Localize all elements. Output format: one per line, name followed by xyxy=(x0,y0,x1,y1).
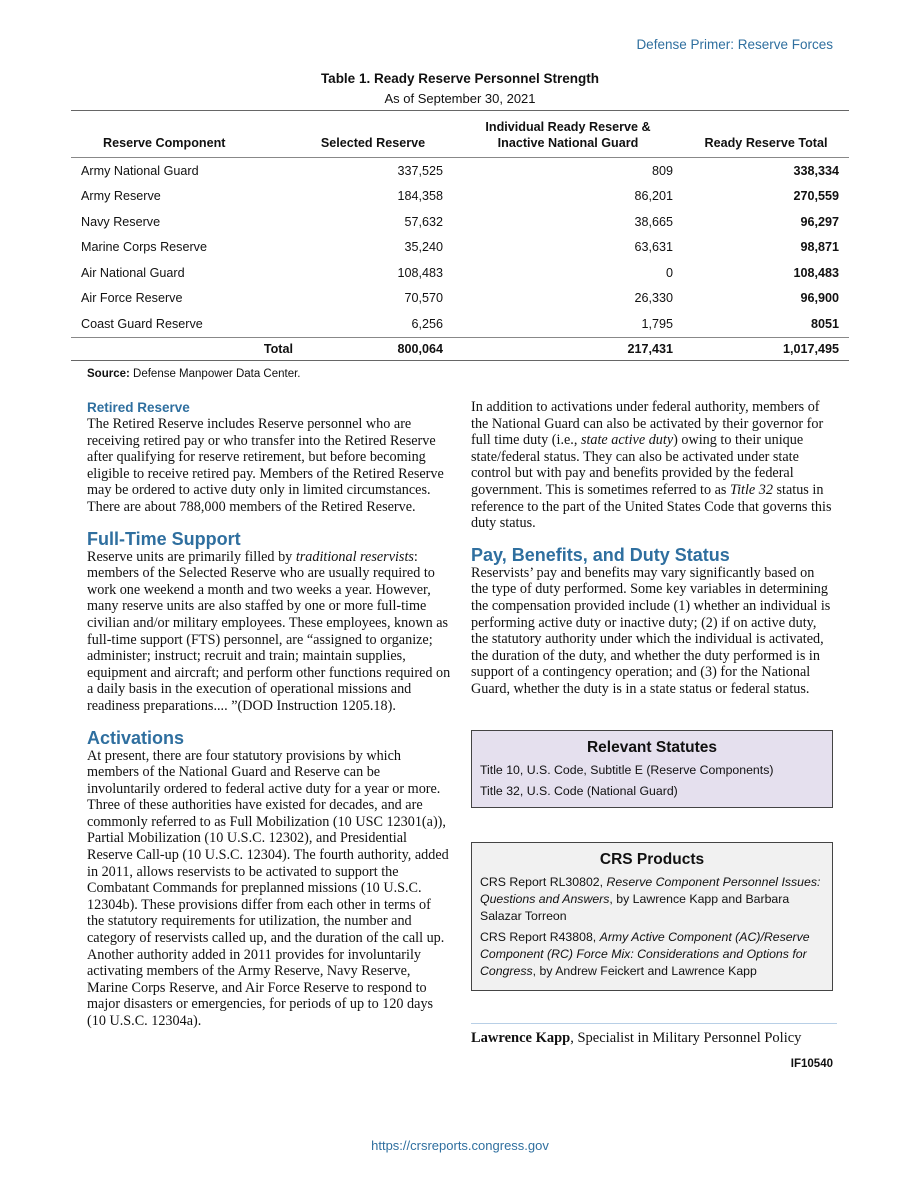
author-name: Lawrence Kapp xyxy=(471,1030,571,1046)
cell-irr: 38,665 xyxy=(634,214,673,229)
table-header-row xyxy=(71,111,849,158)
cell-selected: 6,256 xyxy=(411,316,443,331)
footer-url-link[interactable]: https://crsreports.congress.gov xyxy=(371,1138,549,1153)
table-row xyxy=(71,184,849,210)
emphasis-text: Title 32 xyxy=(730,481,773,498)
text-run: : members of the Selected Reserve who are usually required to work one weekend a month and two weeks a year. However, many reserve units are also staffed by one or more full-time civilian and/or military employees. These employees, known as full-time support (FTS) personnel, are “assigned to organize; administer; instruct; recruit and train; maintain supplies, equipment and aircraft; and perform other functions required on a daily basis in the execution of operational missions and readiness preparations.... ”(DOD Instruction 1205.18). xyxy=(87,548,451,714)
product-item xyxy=(480,929,824,980)
cell-irr: 809 xyxy=(651,163,673,178)
cell-total: 270,559 xyxy=(793,189,839,204)
table-title: Table 1. Ready Reserve Personnel Strength xyxy=(320,71,600,86)
product-item xyxy=(480,874,824,925)
table-subtitle: As of September 30, 2021 xyxy=(384,91,536,106)
products-heading: CRS Products xyxy=(599,851,705,868)
text-run: CRS Report RL30802, xyxy=(480,875,607,889)
total-irr: 217,431 xyxy=(453,337,683,360)
table-row xyxy=(71,209,849,235)
column-header-irr: Individual Ready Reserve & Inactive National Guard xyxy=(453,111,683,158)
cell-component: Air National Guard xyxy=(81,265,185,280)
cell-total: 338,334 xyxy=(793,163,839,178)
source-text: Defense Manpower Data Center. xyxy=(129,368,301,380)
text-run: ) owing to their unique state/federal status. They can also be activated under state control but with pay and benefits provided by the federal government. This is sometimes referred to as xyxy=(471,432,804,498)
statutes-heading: Relevant Statutes xyxy=(586,739,718,756)
paragraph-pay-benefits: Reservists’ pay and benefits may vary significantly based on the type of duty performed. Some key variables in determining the compensation provided include (1) whether an individual is performing active duty or inactive duty; (2) if on active duty, the statutory authority under which the individual is activated, the duration of the duty, and whether the duty performed is in support of a contingency operation; and (3) for the National Guard, whether the duty is in a state status or federal status. xyxy=(471,564,831,697)
heading-full-time-support: Full-Time Support xyxy=(87,528,241,549)
table-row xyxy=(71,158,849,184)
cell-irr: 1,795 xyxy=(641,316,673,331)
total-label: Total xyxy=(71,337,293,360)
text-run: , by Lawrence Kapp and Barbara Salazar Torreon xyxy=(480,892,790,923)
text-run: , by Andrew Feickert and Lawrence Kapp xyxy=(532,964,757,978)
right-column xyxy=(471,399,835,698)
left-column xyxy=(87,399,451,1030)
text-run: In addition to activations under federal authority, members of the National Guard can also be activated by their governor for full time duty (i.e., xyxy=(471,399,824,449)
table-total-row xyxy=(71,337,849,360)
cell-component: Army Reserve xyxy=(81,189,161,204)
author-title: , Specialist in Military Personnel Policy xyxy=(570,1030,802,1046)
heading-retired-reserve: Retired Reserve xyxy=(87,400,190,415)
cell-selected: 337,525 xyxy=(397,163,443,178)
crs-products-box xyxy=(471,842,833,991)
heading-pay-benefits: Pay, Benefits, and Duty Status xyxy=(471,544,730,565)
cell-total: 96,297 xyxy=(800,214,839,229)
cell-component: Navy Reserve xyxy=(81,214,161,229)
cell-total: 8051 xyxy=(810,316,839,331)
paragraph-retired-reserve: The Retired Reserve includes Reserve personnel who are receiving retired pay or who transfer into the Retired Reserve after qualifying for reserve retirement, but before becoming eligible to receive retired pay. Members of the Retired Reserve may be ordered to active duty only in limited circumstances. There are about 788,000 members of the Retired Reserve. xyxy=(87,416,444,515)
table-source xyxy=(87,368,301,380)
column-header-component: Reserve Component xyxy=(71,111,293,158)
source-label: Source: xyxy=(87,368,130,380)
table-row xyxy=(71,235,849,261)
paragraph-full-time-support xyxy=(87,549,451,715)
cell-component: Air Force Reserve xyxy=(81,291,183,306)
author-divider xyxy=(471,1023,837,1024)
report-title: Reserve Component Personnel Issues: Questions and Answers xyxy=(480,875,821,906)
column-header-selected: Selected Reserve xyxy=(293,111,453,158)
paragraph-state-active-duty xyxy=(471,399,835,532)
statute-item: Title 32, U.S. Code (National Guard) xyxy=(480,784,678,798)
text-run: Reserve units are primarily filled by xyxy=(87,548,296,565)
cell-component: Coast Guard Reserve xyxy=(81,316,203,331)
cell-selected: 184,358 xyxy=(397,189,443,204)
column-header-total: Ready Reserve Total xyxy=(683,111,849,158)
cell-total: 98,871 xyxy=(800,240,839,255)
statute-item: Title 10, U.S. Code, Subtitle E (Reserve Components) xyxy=(480,763,774,777)
cell-component: Army National Guard xyxy=(81,163,199,178)
total-ready-reserve: 1,017,495 xyxy=(683,337,849,360)
author-line xyxy=(471,1030,801,1047)
cell-selected: 108,483 xyxy=(397,265,443,280)
table-row xyxy=(71,286,849,312)
ready-reserve-table xyxy=(71,110,849,361)
cell-irr: 86,201 xyxy=(634,189,673,204)
table-row xyxy=(71,311,849,337)
cell-selected: 70,570 xyxy=(404,291,443,306)
emphasis-text: state active duty xyxy=(580,432,674,449)
cell-total: 108,483 xyxy=(793,265,839,280)
cell-selected: 57,632 xyxy=(404,214,443,229)
cell-total: 96,900 xyxy=(800,291,839,306)
cell-irr: 0 xyxy=(665,265,673,280)
running-header: Defense Primer: Reserve Forces xyxy=(636,37,833,52)
text-run: status in reference to the part of the United States Code that governs this duty status. xyxy=(471,481,832,532)
table-row xyxy=(71,260,849,286)
heading-activations: Activations xyxy=(87,727,185,748)
document-code: IF10540 xyxy=(790,1058,833,1070)
total-selected: 800,064 xyxy=(293,337,453,360)
cell-component: Marine Corps Reserve xyxy=(81,240,207,255)
cell-irr: 26,330 xyxy=(634,291,673,306)
text-run: CRS Report R43808, xyxy=(480,930,600,944)
cell-selected: 35,240 xyxy=(404,240,443,255)
paragraph-activations: At present, there are four statutory provisions by which members of the National Guard and Reserve can be involuntarily ordered to federal active duty for a year or more. Three of these authorities have existed for decades, and are commonly referred to as Full Mobilization (10 USC 12301(a)), Partial Mobilization (10 U.S.C. 12302), and Presidential Reserve Call-up (10 U.S.C. 12304). The fourth authority, added in 2011, allows reservists to be activated to support the Combatant Commands for preplanned missions (10 U.S.C. 12304b). These provisions differ from each other in terms of the statutory requirements for utilization, the number and category of reservists called up, and the duration of the call up. Another authority added in 2011 provides for involuntarily activating members of the Army Reserve, Navy Reserve, Marine Corps Reserve, and Air Force Reserve to respond to major disasters or emergencies, for periods of up to 120 days (10 U.S.C. 12304a). xyxy=(87,747,449,1029)
report-title: Army Active Component (AC)/Reserve Component (RC) Force Mix: Considerations and Options for Congress xyxy=(480,930,810,978)
emphasis-text: traditional reservists xyxy=(295,548,414,565)
relevant-statutes-box xyxy=(471,730,833,808)
cell-irr: 63,631 xyxy=(634,240,673,255)
